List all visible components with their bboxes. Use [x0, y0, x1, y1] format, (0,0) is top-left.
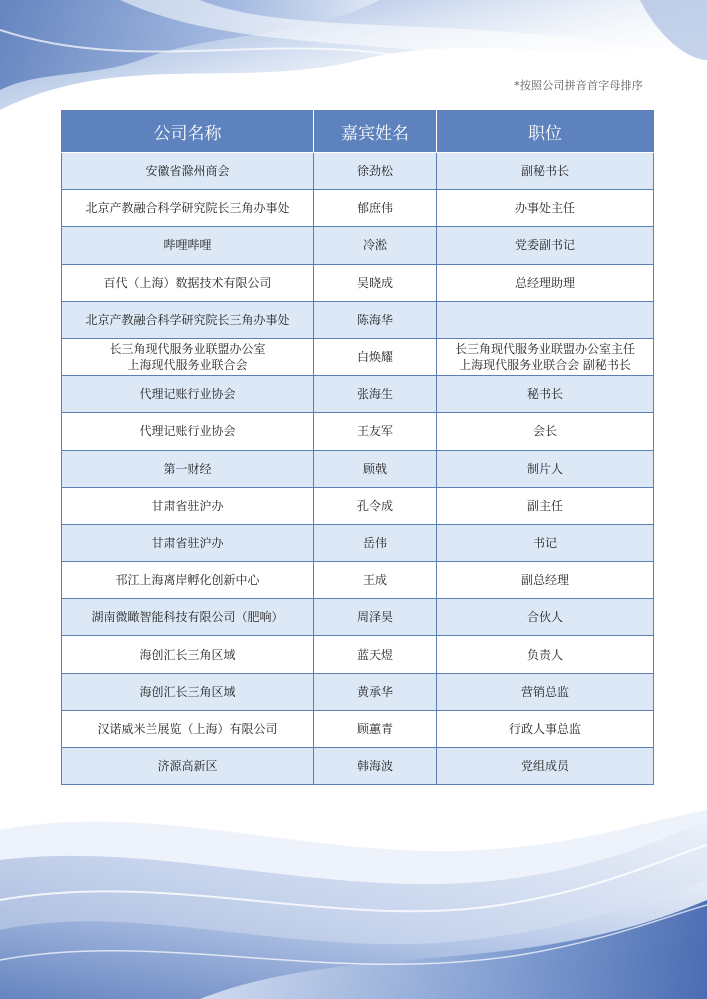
guest-cell: 周泽昊 — [314, 599, 437, 636]
header-row — [62, 111, 654, 153]
guest-cell: 徐劲松 — [314, 153, 437, 190]
table-row — [62, 710, 654, 747]
header-company: 公司名称 — [62, 111, 314, 153]
sort-note: *按照公司拼音首字母排序 — [514, 79, 643, 92]
table-row — [62, 301, 654, 338]
guest-cell: 蓝天煜 — [314, 636, 437, 673]
company-cell: 邗江上海离岸孵化创新中心 — [62, 562, 314, 599]
position-cell — [437, 301, 654, 338]
guest-cell: 吴晓成 — [314, 264, 437, 301]
guest-cell: 顾戟 — [314, 450, 437, 487]
table-row — [62, 524, 654, 561]
table-row — [62, 562, 654, 599]
table-row — [62, 599, 654, 636]
company-cell: 济源高新区 — [62, 748, 314, 785]
position-cell: 总经理助理 — [437, 264, 654, 301]
table-row — [62, 338, 654, 375]
guest-cell: 冷淞 — [314, 227, 437, 264]
position-cell: 书记 — [437, 524, 654, 561]
table-row — [62, 673, 654, 710]
company-cell: 第一财经 — [62, 450, 314, 487]
company-cell: 代理记账行业协会 — [62, 413, 314, 450]
position-cell: 副主任 — [437, 487, 654, 524]
table-row — [62, 376, 654, 413]
guest-table — [61, 110, 654, 785]
company-cell: 海创汇长三角区域 — [62, 673, 314, 710]
company-cell: 长三角现代服务业联盟办公室 上海现代服务业联合会 — [62, 338, 314, 375]
company-cell: 甘肃省驻沪办 — [62, 487, 314, 524]
company-cell: 安徽省滁州商会 — [62, 153, 314, 190]
guest-cell: 张海生 — [314, 376, 437, 413]
guest-cell: 陈海华 — [314, 301, 437, 338]
table-row — [62, 153, 654, 190]
table-row — [62, 450, 654, 487]
position-cell: 制片人 — [437, 450, 654, 487]
table-row — [62, 413, 654, 450]
table-row — [62, 227, 654, 264]
company-cell: 甘肃省驻沪办 — [62, 524, 314, 561]
position-cell: 秘书长 — [437, 376, 654, 413]
guest-cell: 孔令成 — [314, 487, 437, 524]
position-cell: 负责人 — [437, 636, 654, 673]
position-cell: 行政人事总监 — [437, 710, 654, 747]
position-cell: 会长 — [437, 413, 654, 450]
table-row — [62, 636, 654, 673]
guest-cell: 王友军 — [314, 413, 437, 450]
position-cell: 副秘书长 — [437, 153, 654, 190]
table-row — [62, 190, 654, 227]
guest-cell: 岳伟 — [314, 524, 437, 561]
guest-cell: 韩海波 — [314, 748, 437, 785]
position-cell: 党组成员 — [437, 748, 654, 785]
company-cell: 百代（上海）数据技术有限公司 — [62, 264, 314, 301]
company-cell: 湖南微瞰智能科技有限公司（肥响） — [62, 599, 314, 636]
company-cell: 代理记账行业协会 — [62, 376, 314, 413]
guest-cell: 郁庶伟 — [314, 190, 437, 227]
position-cell: 长三角现代服务业联盟办公室主任 上海现代服务业联合会 副秘书长 — [437, 338, 654, 375]
guest-cell: 白焕耀 — [314, 338, 437, 375]
position-cell: 党委副书记 — [437, 227, 654, 264]
guest-cell: 王成 — [314, 562, 437, 599]
position-cell: 副总经理 — [437, 562, 654, 599]
company-cell: 汉诺威米兰展览（上海）有限公司 — [62, 710, 314, 747]
header-position: 职位 — [437, 111, 654, 153]
position-cell: 营销总监 — [437, 673, 654, 710]
company-cell: 哔哩哔哩 — [62, 227, 314, 264]
guest-cell: 黄承华 — [314, 673, 437, 710]
company-cell: 海创汇长三角区域 — [62, 636, 314, 673]
table-row — [62, 264, 654, 301]
table-row — [62, 487, 654, 524]
guest-cell: 顾蕙青 — [314, 710, 437, 747]
position-cell: 办事处主任 — [437, 190, 654, 227]
company-cell: 北京产教融合科学研究院长三角办事处 — [62, 301, 314, 338]
position-cell: 合伙人 — [437, 599, 654, 636]
table-row — [62, 748, 654, 785]
company-cell: 北京产教融合科学研究院长三角办事处 — [62, 190, 314, 227]
header-guest: 嘉宾姓名 — [314, 111, 437, 153]
